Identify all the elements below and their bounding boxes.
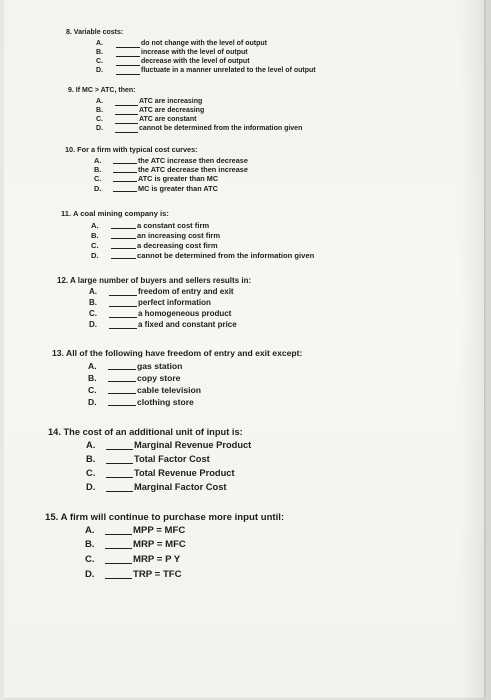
option-letter: A. [89, 287, 97, 296]
option-letter: B. [94, 165, 102, 174]
answer-blank[interactable] [111, 231, 136, 239]
option-b [88, 373, 388, 385]
option-text: cannot be determined from the information given [139, 125, 303, 132]
question-11 [61, 209, 315, 260]
option-d [89, 320, 409, 331]
option-d [96, 125, 396, 135]
answer-blank[interactable] [111, 251, 136, 259]
option-letter: C. [89, 309, 97, 318]
option-c [88, 385, 388, 397]
option-text: ATC is greater than MC [138, 174, 219, 183]
question-15 [45, 512, 285, 580]
answer-blank[interactable] [106, 440, 133, 450]
option-letter: A. [96, 98, 103, 105]
option-text: Marginal Revenue Product [134, 440, 252, 450]
answer-blank[interactable] [106, 482, 133, 492]
answer-blank[interactable] [106, 454, 133, 464]
answer-blank[interactable] [113, 165, 137, 173]
question-title: 14. The cost of an additional unit of input is: [48, 427, 243, 437]
option-a [89, 287, 409, 298]
option-d [88, 397, 388, 409]
option-d [96, 67, 396, 77]
option-text: an increasing cost firm [137, 231, 221, 240]
question-10 [65, 145, 248, 193]
option-text: ATC are constant [139, 116, 197, 123]
option-letter: B. [88, 373, 97, 383]
answer-blank[interactable] [108, 385, 136, 394]
option-text: the ATC decrease then increase [138, 165, 248, 174]
option-text: increase with the level of output [141, 49, 248, 56]
option-letter: D. [86, 482, 96, 492]
option-d [86, 482, 406, 495]
option-text: a constant cost firm [137, 221, 210, 230]
answer-blank[interactable] [113, 156, 137, 164]
answer-blank[interactable] [109, 287, 137, 296]
question-title: 8. Variable costs: [66, 29, 124, 36]
option-letter: B. [91, 231, 99, 240]
option-text: gas station [137, 361, 183, 371]
question-title: 15. A firm will continue to purchase more input until: [45, 512, 285, 523]
option-text: cable television [137, 385, 202, 395]
answer-blank[interactable] [105, 539, 132, 549]
option-a [88, 361, 388, 373]
option-letter: A. [85, 525, 95, 536]
question-13 [52, 348, 303, 407]
question-title: 10. For a firm with typical cost curves: [65, 145, 198, 154]
answer-blank[interactable] [109, 320, 137, 329]
answer-blank[interactable] [109, 309, 137, 318]
option-letter: C. [85, 554, 95, 565]
option-d [94, 184, 394, 194]
answer-blank[interactable] [116, 67, 140, 75]
option-text: a fixed and constant price [138, 320, 237, 329]
option-text: freedom of entry and exit [138, 287, 234, 296]
option-letter: D. [88, 397, 97, 407]
option-letter: A. [96, 40, 103, 47]
option-c [89, 309, 409, 320]
answer-blank[interactable] [115, 107, 138, 115]
question-title: 11. A coal mining company is: [61, 209, 169, 218]
answer-blank[interactable] [113, 184, 137, 192]
page-edge-shadow [460, 0, 491, 700]
answer-blank[interactable] [111, 221, 136, 229]
option-text: MPP = MFC [133, 525, 186, 536]
option-letter: C. [94, 174, 102, 183]
option-letter: B. [96, 49, 103, 56]
option-text: ATC are increasing [139, 98, 203, 105]
option-text: MRP = P Y [133, 554, 181, 565]
answer-blank[interactable] [116, 49, 140, 57]
question-title: 9. If MC > ATC, then: [68, 87, 136, 94]
option-letter: C. [96, 116, 103, 123]
option-text: a homogeneous product [138, 309, 232, 318]
option-text: a decreasing cost firm [137, 241, 218, 250]
option-text: Marginal Factor Cost [134, 482, 227, 492]
option-letter: B. [96, 107, 103, 114]
option-letter: D. [96, 125, 103, 132]
option-c [91, 241, 411, 251]
option-letter: D. [94, 184, 102, 193]
option-text: Total Factor Cost [134, 454, 210, 464]
answer-blank[interactable] [115, 98, 138, 106]
answer-blank[interactable] [116, 58, 140, 66]
answer-blank[interactable] [105, 525, 132, 535]
question-title: 12. A large number of buyers and sellers results in: [57, 276, 252, 285]
option-letter: B. [85, 539, 95, 550]
option-text: ATC are decreasing [139, 107, 205, 114]
answer-blank[interactable] [106, 468, 133, 478]
option-c [94, 174, 394, 184]
option-d [91, 251, 411, 261]
question-8 [66, 29, 316, 74]
answer-blank[interactable] [109, 298, 137, 307]
answer-blank[interactable] [111, 241, 136, 249]
option-text: MC is greater than ATC [138, 184, 218, 193]
option-text: decrease with the level of output [141, 58, 250, 65]
option-b [86, 454, 406, 467]
option-letter: C. [91, 241, 99, 250]
answer-blank[interactable] [115, 116, 138, 124]
answer-blank[interactable] [108, 361, 136, 370]
answer-blank[interactable] [105, 569, 132, 579]
option-text: fluctuate in a manner unrelated to the level of output [141, 67, 316, 74]
option-letter: D. [85, 569, 95, 580]
option-b [85, 539, 405, 553]
option-letter: B. [89, 298, 97, 307]
option-text: MRP = MFC [133, 539, 186, 550]
option-letter: C. [96, 58, 103, 65]
option-text: perfect information [138, 298, 211, 307]
question-title: 13. All of the following have freedom of entry and exit except: [52, 348, 303, 358]
option-c [86, 468, 406, 481]
question-12 [57, 276, 252, 329]
option-letter: D. [91, 251, 99, 260]
option-text: cannot be determined from the information given [137, 251, 315, 260]
option-letter: D. [96, 67, 103, 74]
option-text: do not change with the level of output [141, 40, 267, 47]
option-text: the ATC increase then decrease [138, 156, 248, 165]
option-text: Total Revenue Product [134, 468, 235, 478]
option-text: TRP = TFC [133, 569, 182, 580]
answer-blank[interactable] [105, 554, 132, 564]
answer-blank[interactable] [115, 125, 138, 133]
option-a [86, 440, 406, 453]
option-letter: C. [88, 385, 97, 395]
answer-blank[interactable] [116, 40, 140, 48]
option-letter: D. [89, 320, 97, 329]
option-letter: A. [88, 361, 97, 371]
option-text: clothing store [137, 397, 194, 407]
question-14 [48, 427, 252, 492]
option-letter: A. [86, 440, 96, 450]
option-letter: B. [86, 454, 96, 464]
option-b [91, 231, 411, 241]
option-d [85, 569, 405, 583]
answer-blank[interactable] [113, 174, 137, 182]
option-letter: C. [86, 468, 96, 478]
option-a [91, 221, 411, 231]
answer-blank[interactable] [108, 373, 136, 382]
option-letter: A. [94, 156, 102, 165]
option-c [85, 554, 405, 568]
option-b [89, 298, 409, 309]
answer-blank[interactable] [108, 397, 136, 406]
question-9 [68, 87, 303, 132]
option-letter: A. [91, 221, 99, 230]
option-a [85, 525, 405, 539]
option-text: copy store [137, 373, 181, 383]
